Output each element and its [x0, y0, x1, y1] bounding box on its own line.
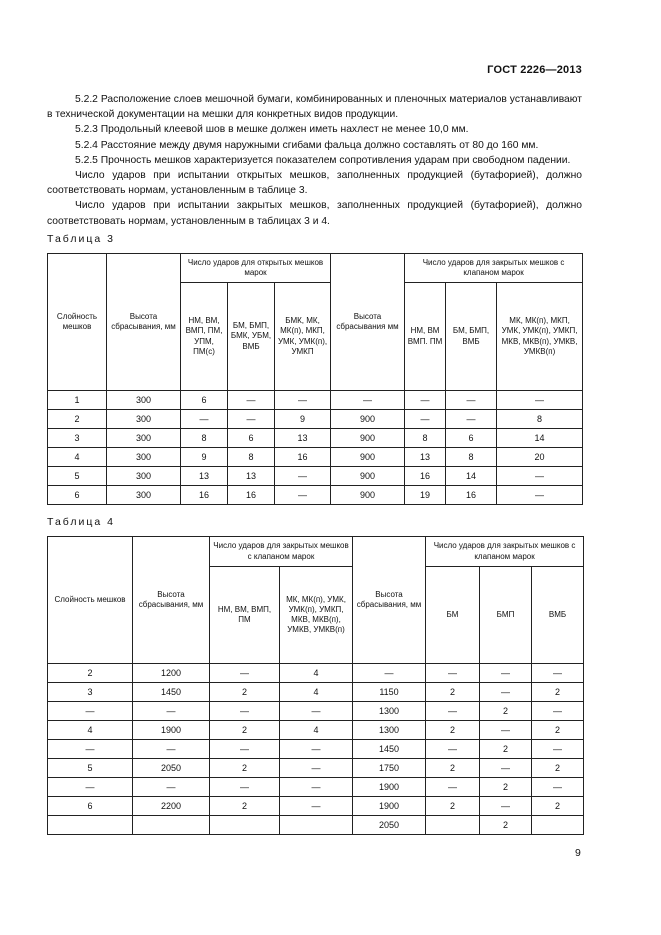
- table-cell: —: [405, 410, 446, 429]
- table-cell: —: [480, 759, 532, 778]
- col-header-open-3: БМК, МК, МК(п), МКП, УМК, УМК(п), УМКП: [275, 283, 331, 391]
- page-number: 9: [575, 847, 581, 859]
- table-row: [48, 467, 583, 486]
- table-cell: 13: [275, 429, 331, 448]
- table-cell: 2: [426, 721, 480, 740]
- table-row: [48, 721, 584, 740]
- table-cell: —: [426, 740, 480, 759]
- table-cell: 8: [405, 429, 446, 448]
- table-cell: 13: [228, 467, 275, 486]
- table-cell: —: [210, 740, 280, 759]
- table-cell: 300: [107, 448, 181, 467]
- table-cell: 8: [497, 410, 583, 429]
- table-cell: 2: [48, 664, 133, 683]
- table-row: [48, 816, 584, 835]
- table-cell: —: [446, 410, 497, 429]
- table-cell: 6: [228, 429, 275, 448]
- table-cell: 9: [181, 448, 228, 467]
- col-header-height: Высота сбрасывания, мм: [107, 254, 181, 391]
- table-cell: 2050: [353, 816, 426, 835]
- table3-caption: Таблица 3: [47, 233, 115, 245]
- table-cell: 300: [107, 391, 181, 410]
- table-cell: 300: [107, 467, 181, 486]
- col-header-height-closed: Высота сбрасывания мм: [331, 254, 405, 391]
- table-cell: 16: [405, 467, 446, 486]
- table-cell: 2: [210, 683, 280, 702]
- col-header-b-1: БМ: [426, 567, 480, 664]
- table-cell: —: [480, 797, 532, 816]
- table-cell: 4: [280, 683, 353, 702]
- table-cell: 900: [331, 448, 405, 467]
- col-header-height-a: Высота сбрасывания, мм: [133, 537, 210, 664]
- table-cell: —: [480, 664, 532, 683]
- table-cell: 1900: [133, 721, 210, 740]
- table-cell: 19: [405, 486, 446, 505]
- table-cell: 8: [446, 448, 497, 467]
- table-cell: —: [480, 683, 532, 702]
- table-cell: [532, 816, 584, 835]
- table-cell: —: [133, 778, 210, 797]
- table-cell: 9: [275, 410, 331, 429]
- table-cell: 3: [48, 683, 133, 702]
- table4-caption: Таблица 4: [47, 516, 115, 528]
- table-cell: —: [275, 486, 331, 505]
- body-text: [47, 92, 582, 229]
- table-cell: —: [228, 391, 275, 410]
- col-header-open-1: НМ, ВМ, ВМП, ПМ, УПМ, ПМ(с): [181, 283, 228, 391]
- table-cell: 2: [532, 683, 584, 702]
- table-cell: —: [532, 778, 584, 797]
- table-cell: —: [48, 778, 133, 797]
- table-cell: 16: [275, 448, 331, 467]
- col-header-b-3: ВМБ: [532, 567, 584, 664]
- table-cell: 4: [48, 448, 107, 467]
- table-row: [48, 740, 584, 759]
- table-cell: 4: [48, 721, 133, 740]
- table-cell: [426, 816, 480, 835]
- table-cell: —: [181, 410, 228, 429]
- table-cell: 300: [107, 429, 181, 448]
- table-cell: 2: [210, 759, 280, 778]
- table-cell: 2: [48, 410, 107, 429]
- table-cell: —: [446, 391, 497, 410]
- table-cell: 13: [181, 467, 228, 486]
- table-row: [48, 410, 583, 429]
- table-cell: 2: [532, 721, 584, 740]
- col-header-closed-2: БМ, БМП, ВМБ: [446, 283, 497, 391]
- table-row: [48, 759, 584, 778]
- table-cell: —: [210, 702, 280, 721]
- table-cell: 1900: [353, 778, 426, 797]
- col-header-ply: Слойность мешков: [48, 537, 133, 664]
- table-cell: [280, 816, 353, 835]
- table-cell: 3: [48, 429, 107, 448]
- col-group-b: Число ударов для закрытых мешков с клапаном марок: [426, 537, 584, 567]
- col-header-ply: Слойность мешков: [48, 254, 107, 391]
- table-cell: 16: [228, 486, 275, 505]
- table-cell: 8: [228, 448, 275, 467]
- table-cell: [133, 816, 210, 835]
- table-cell: 1: [48, 391, 107, 410]
- col-group-a: Число ударов для закрытых мешков с клапаном марок: [210, 537, 353, 567]
- document-id: ГОСТ 2226—2013: [487, 64, 582, 76]
- table-cell: —: [331, 391, 405, 410]
- table-cell: —: [480, 721, 532, 740]
- table-cell: 1150: [353, 683, 426, 702]
- col-header-a-1: НМ, ВМ, ВМП, ПМ: [210, 567, 280, 664]
- table-cell: 2: [480, 816, 532, 835]
- table-cell: 5: [48, 467, 107, 486]
- table-cell: [210, 816, 280, 835]
- table-row: [48, 448, 583, 467]
- table-cell: 20: [497, 448, 583, 467]
- col-group-open: Число ударов для открытых мешков марок: [181, 254, 331, 283]
- table-cell: —: [48, 702, 133, 721]
- table-cell: —: [280, 702, 353, 721]
- paragraph: Число ударов при испытании открытых мешков, заполненных продукцией (бутафорией), должно соответствовать нормам, установленным в таблице 3.: [47, 170, 582, 197]
- table-cell: —: [48, 740, 133, 759]
- table-cell: —: [426, 702, 480, 721]
- paragraph: 5.2.3 Продольный клеевой шов в мешке должен иметь нахлест не менее 10,0 мм.: [75, 124, 469, 136]
- table-cell: 16: [446, 486, 497, 505]
- col-header-closed-3: МК, МК(п), МКП, УМК, УМК(п), УМКП, МКВ, МКВ(п), УМКВ, УМКВ(п): [497, 283, 583, 391]
- paragraph: 5.2.4 Расстояние между двумя наружными сгибами фальца должно составлять от 80 до 160 мм.: [75, 139, 539, 151]
- table-cell: 2: [532, 797, 584, 816]
- table-row: [48, 702, 584, 721]
- table-cell: 900: [331, 486, 405, 505]
- col-header-b-2: БМП: [480, 567, 532, 664]
- table-cell: 1200: [133, 664, 210, 683]
- table-cell: 6: [48, 486, 107, 505]
- table-cell: —: [280, 778, 353, 797]
- col-header-open-2: БМ, БМП, БМК, УБМ, ВМБ: [228, 283, 275, 391]
- col-header-a-2: МК, МК(п), УМК, УМК(п), УМКП, МКВ, МКВ(п), УМКВ, УМКВ(п): [280, 567, 353, 664]
- col-group-closed: Число ударов для закрытых мешков с клапаном марок: [405, 254, 583, 283]
- table-cell: —: [280, 740, 353, 759]
- table-cell: 2: [532, 759, 584, 778]
- table-3: [47, 253, 583, 505]
- table-cell: 4: [280, 664, 353, 683]
- table-cell: —: [426, 778, 480, 797]
- table-cell: 2: [210, 797, 280, 816]
- table-cell: 2: [426, 759, 480, 778]
- col-header-closed-1: НМ, ВМ ВМП. ПМ: [405, 283, 446, 391]
- table-cell: —: [275, 467, 331, 486]
- table-cell: 14: [446, 467, 497, 486]
- table-cell: 14: [497, 429, 583, 448]
- table-cell: —: [532, 702, 584, 721]
- table-cell: 13: [405, 448, 446, 467]
- table-cell: 16: [181, 486, 228, 505]
- table-cell: —: [426, 664, 480, 683]
- table-row: [48, 683, 584, 702]
- table-cell: 2050: [133, 759, 210, 778]
- table-cell: 6: [446, 429, 497, 448]
- table-cell: —: [275, 391, 331, 410]
- paragraph: 5.2.5 Прочность мешков характеризуется показателем сопротивления ударам при свободном падении.: [75, 154, 571, 166]
- table-cell: —: [497, 486, 583, 505]
- table-row: [48, 429, 583, 448]
- table-cell: 6: [48, 797, 133, 816]
- table-cell: 4: [280, 721, 353, 740]
- table-cell: 300: [107, 486, 181, 505]
- table-cell: —: [405, 391, 446, 410]
- table-cell: —: [228, 410, 275, 429]
- table-cell: —: [280, 797, 353, 816]
- table-cell: —: [133, 740, 210, 759]
- table-cell: —: [497, 391, 583, 410]
- table-cell: 1450: [353, 740, 426, 759]
- table-cell: 900: [331, 410, 405, 429]
- table-cell: 2: [480, 740, 532, 759]
- table-row: [48, 797, 584, 816]
- table-cell: —: [280, 759, 353, 778]
- table-cell: 1750: [353, 759, 426, 778]
- table-row: [48, 486, 583, 505]
- table-cell: —: [353, 664, 426, 683]
- table-cell: 1900: [353, 797, 426, 816]
- table-cell: —: [532, 664, 584, 683]
- table-cell: 2: [426, 683, 480, 702]
- table-cell: 1300: [353, 721, 426, 740]
- table-cell: 6: [181, 391, 228, 410]
- col-header-height-b: Высота сбрасывания, мм: [353, 537, 426, 664]
- table-cell: —: [210, 664, 280, 683]
- table-cell: 2200: [133, 797, 210, 816]
- table-cell: —: [210, 778, 280, 797]
- paragraph: Число ударов при испытании закрытых мешков, заполненных продукцией (бутафорией), должно соответствовать нормам, установленным в таблицах 3 и 4.: [47, 200, 582, 227]
- table-cell: 1300: [353, 702, 426, 721]
- table-cell: 5: [48, 759, 133, 778]
- paragraph: 5.2.2 Расположение слоев мешочной бумаги, комбинированных и пленочных материалов устанавливают в технической документации на мешки для конкретных видов продукции.: [47, 94, 582, 121]
- table-cell: 2: [480, 702, 532, 721]
- table-cell: 900: [331, 467, 405, 486]
- table-cell: 900: [331, 429, 405, 448]
- table-cell: —: [133, 702, 210, 721]
- table-cell: 2: [426, 797, 480, 816]
- table-cell: 300: [107, 410, 181, 429]
- table-row: [48, 664, 584, 683]
- table-cell: —: [532, 740, 584, 759]
- table-cell: 8: [181, 429, 228, 448]
- table-cell: 1450: [133, 683, 210, 702]
- table-cell: —: [497, 467, 583, 486]
- table-4: [47, 536, 584, 835]
- table-cell: 2: [210, 721, 280, 740]
- table-row: [48, 778, 584, 797]
- table-row: [48, 391, 583, 410]
- table-cell: 2: [480, 778, 532, 797]
- table-cell: [48, 816, 133, 835]
